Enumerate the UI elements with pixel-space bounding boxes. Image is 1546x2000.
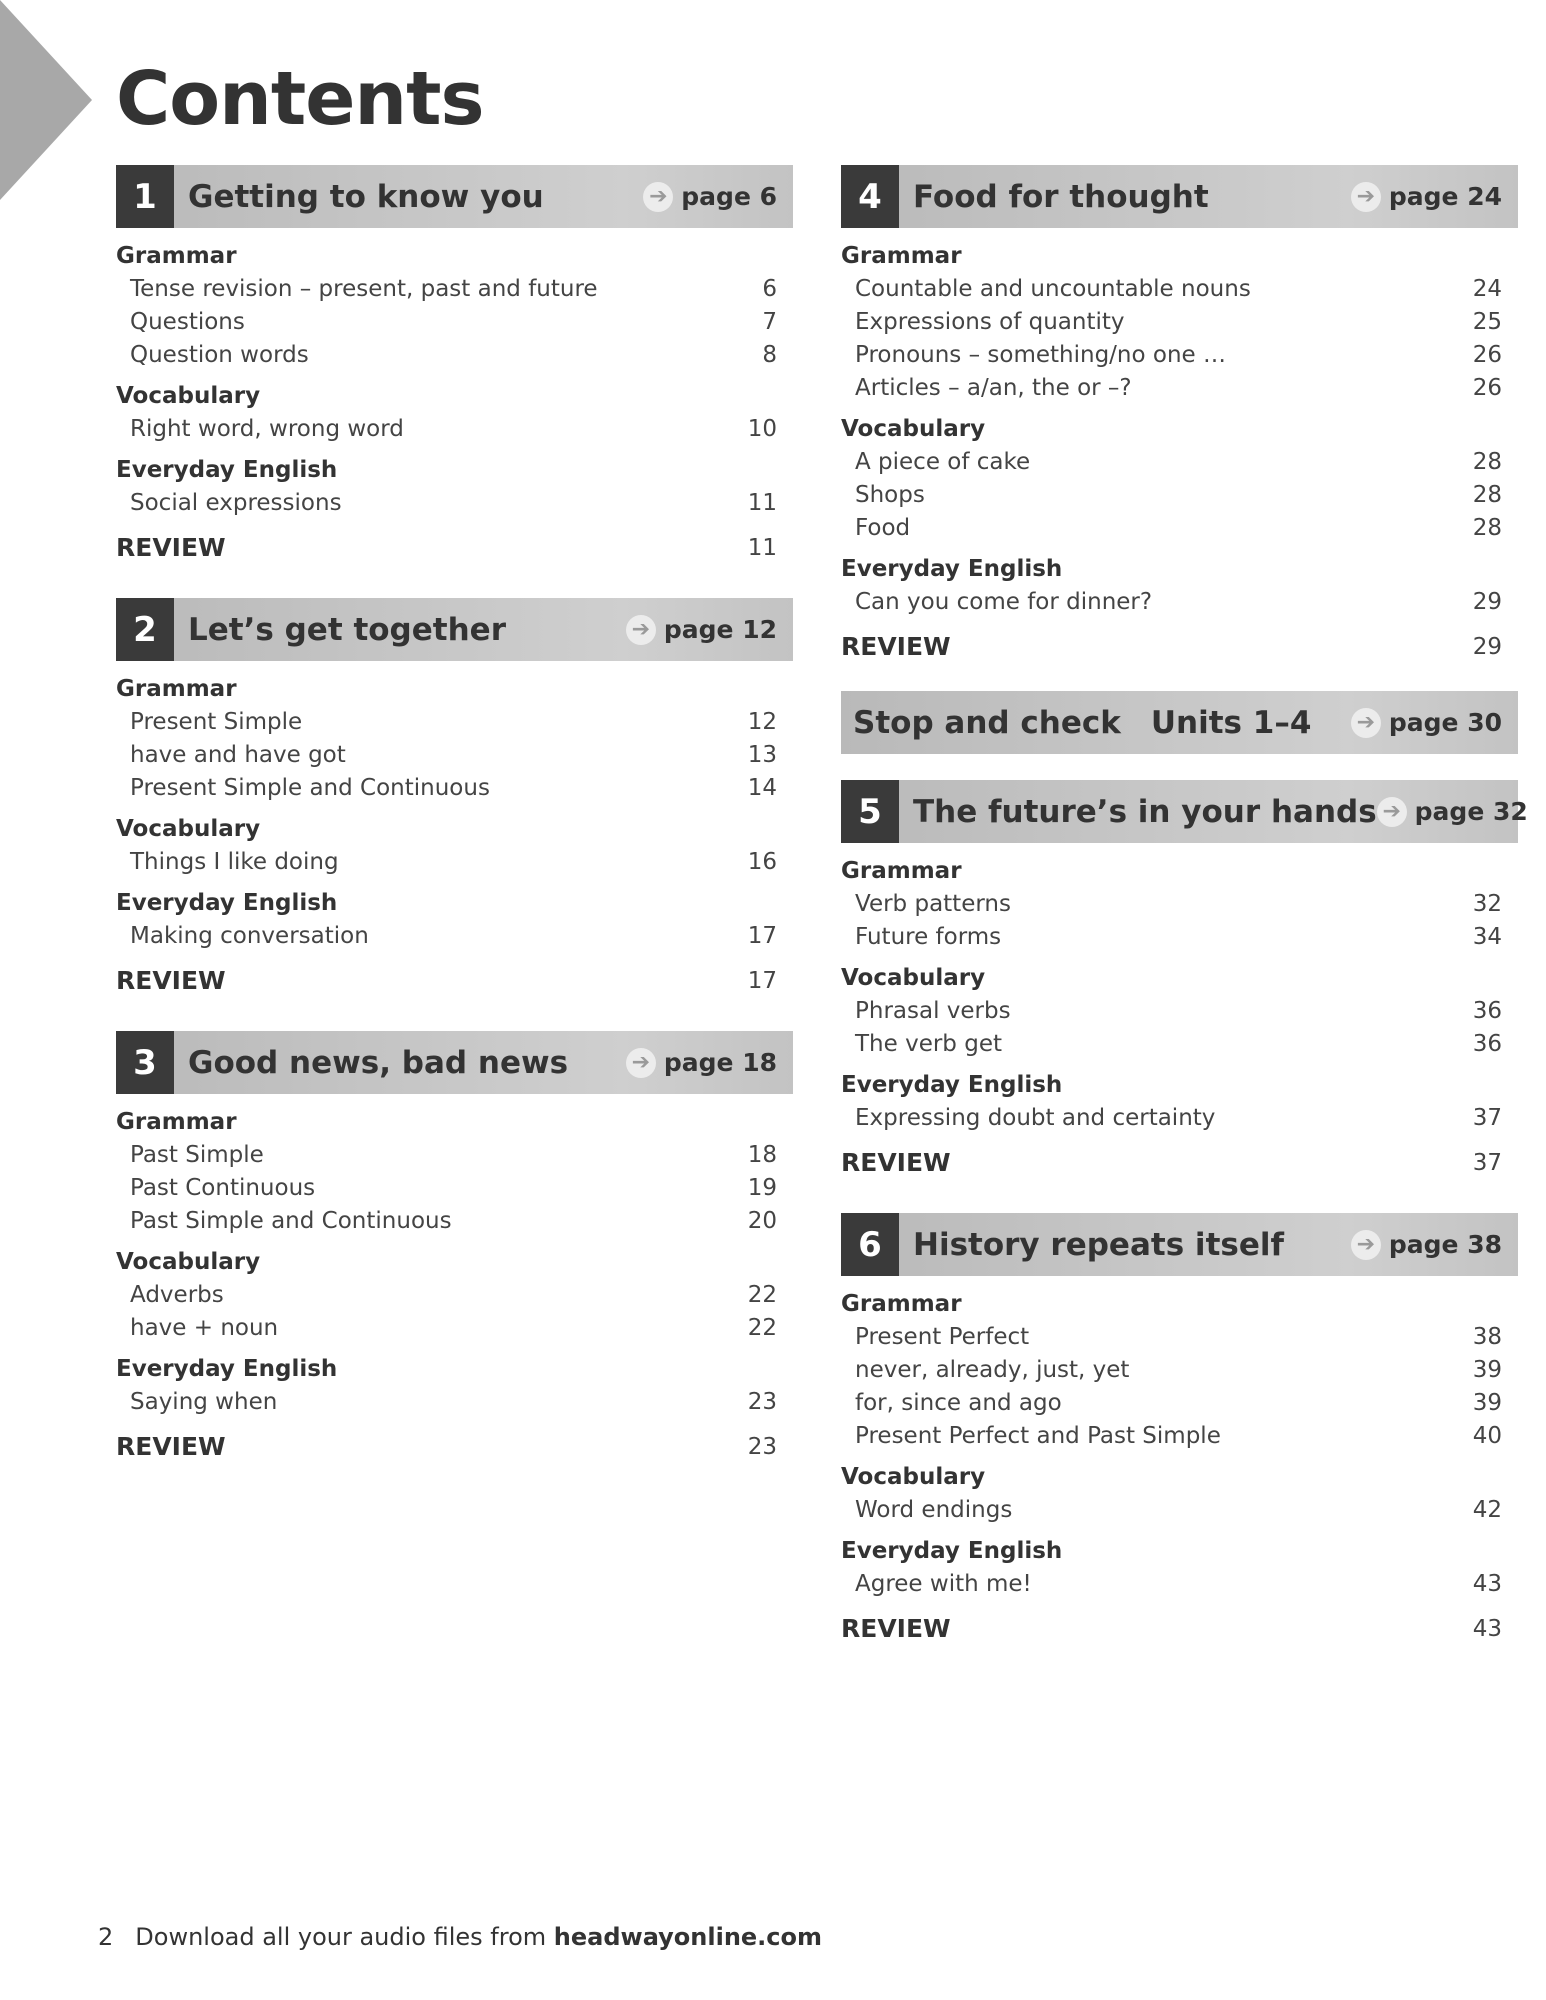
unit-2 <box>116 598 793 1001</box>
entry-page-number: 24 <box>1472 276 1502 302</box>
entry-page-number: 10 <box>747 416 777 442</box>
contents-entry[interactable] <box>841 479 1518 512</box>
section-everyday-english <box>116 454 793 520</box>
contents-entry[interactable] <box>116 1139 793 1172</box>
entry-title: Things I like doing <box>130 849 339 875</box>
corner-arrow-decoration <box>0 0 92 200</box>
review-page-number: 17 <box>747 968 777 994</box>
section-heading: Vocabulary <box>116 1249 261 1275</box>
contents-entry[interactable] <box>841 306 1518 339</box>
review-label: REVIEW <box>841 1148 951 1177</box>
section-heading: Vocabulary <box>116 383 261 409</box>
contents-entry[interactable] <box>116 413 793 446</box>
review-entry[interactable] <box>841 1609 1518 1649</box>
entry-title: Phrasal verbs <box>855 998 1011 1024</box>
entry-page-number: 12 <box>747 709 777 735</box>
unit-page-link[interactable] <box>626 1048 777 1078</box>
entry-page-number: 19 <box>747 1175 777 1201</box>
arrow-right-icon: ➔ <box>626 1048 656 1078</box>
section-vocabulary <box>116 1246 793 1345</box>
unit-title: Getting to know you <box>188 178 544 215</box>
contents-entry[interactable] <box>841 1102 1518 1135</box>
entry-title: Verb patterns <box>855 891 1011 917</box>
page-title: Contents <box>116 56 484 142</box>
entry-title: Food <box>855 515 911 541</box>
entry-page-number: 36 <box>1472 998 1502 1024</box>
entry-page-number: 26 <box>1472 375 1502 401</box>
contents-entry[interactable] <box>116 339 793 372</box>
entry-title: Past Simple and Continuous <box>130 1208 452 1234</box>
unit-body <box>116 661 793 1001</box>
contents-entry[interactable] <box>116 920 793 953</box>
unit-4 <box>841 165 1518 667</box>
stop-and-check[interactable] <box>841 691 1518 754</box>
entry-page-number: 38 <box>1472 1324 1502 1350</box>
unit-title: The future’s in your hands <box>913 793 1377 830</box>
section-heading: Grammar <box>116 243 237 269</box>
entry-page-number: 22 <box>747 1315 777 1341</box>
footer <box>98 1923 822 1951</box>
entry-title: Present Perfect and Past Simple <box>855 1423 1221 1449</box>
unit-page-link[interactable] <box>1351 182 1502 212</box>
footer-download-text: Download all your audio files from <box>135 1923 547 1951</box>
unit-page-link[interactable] <box>643 182 777 212</box>
unit-6-banner[interactable] <box>841 1213 1518 1276</box>
entry-title: have + noun <box>130 1315 279 1341</box>
entry-page-number: 26 <box>1472 342 1502 368</box>
footer-site-link[interactable]: headwayonline.com <box>553 1923 823 1951</box>
entry-title: Social expressions <box>130 490 342 516</box>
review-entry[interactable] <box>841 1143 1518 1183</box>
contents-entry[interactable] <box>841 586 1518 619</box>
entry-page-number: 32 <box>1472 891 1502 917</box>
unit-5-banner[interactable] <box>841 780 1528 843</box>
entry-title: Past Continuous <box>130 1175 316 1201</box>
review-label: REVIEW <box>116 1432 226 1461</box>
entry-title: Saying when <box>130 1389 278 1415</box>
section-everyday-english <box>116 1353 793 1419</box>
section-heading: Everyday English <box>841 556 1063 582</box>
review-page-number: 11 <box>747 535 777 561</box>
section-heading: Everyday English <box>116 890 338 916</box>
section-grammar <box>841 855 1518 954</box>
unit-page-ref: page 24 <box>1388 182 1502 211</box>
entry-title: Right word, wrong word <box>130 416 404 442</box>
contents-entry[interactable] <box>841 339 1518 372</box>
entry-title: Articles – a/an, the or –? <box>855 375 1132 401</box>
unit-number: 5 <box>841 780 899 843</box>
entry-page-number: 7 <box>762 309 777 335</box>
review-entry[interactable] <box>116 528 793 568</box>
contents-entry[interactable] <box>116 273 793 306</box>
arrow-right-icon: ➔ <box>643 182 673 212</box>
entry-page-number: 20 <box>747 1208 777 1234</box>
section-heading: Vocabulary <box>841 965 986 991</box>
entry-page-number: 13 <box>747 742 777 768</box>
contents-column-right <box>841 165 1528 1679</box>
contents-entry[interactable] <box>841 1387 1518 1420</box>
contents-entry[interactable] <box>841 1494 1518 1527</box>
entry-page-number: 6 <box>762 276 777 302</box>
contents-entry[interactable] <box>841 1354 1518 1387</box>
entry-title: Can you come for dinner? <box>855 589 1153 615</box>
entry-page-number: 16 <box>747 849 777 875</box>
review-page-number: 29 <box>1472 634 1502 660</box>
contents-entry[interactable] <box>116 846 793 879</box>
unit-number: 1 <box>116 165 174 228</box>
entry-title: Pronouns – something/no one … <box>855 342 1226 368</box>
unit-body <box>841 1276 1518 1649</box>
stop-and-check-title <box>853 705 1351 741</box>
contents-entry[interactable] <box>116 1172 793 1205</box>
entry-title: Shops <box>855 482 925 508</box>
entry-title: for, since and ago <box>855 1390 1062 1416</box>
arrow-right-icon: ➔ <box>1377 797 1407 827</box>
review-label: REVIEW <box>841 632 951 661</box>
section-vocabulary <box>116 813 793 879</box>
section-grammar <box>841 1288 1518 1453</box>
unit-body <box>116 228 793 568</box>
entry-page-number: 28 <box>1472 482 1502 508</box>
stop-and-check-label: Stop and check <box>853 704 1121 741</box>
review-label: REVIEW <box>841 1614 951 1643</box>
contents-entry[interactable] <box>116 1205 793 1238</box>
entry-page-number: 42 <box>1472 1497 1502 1523</box>
contents-entry[interactable] <box>841 273 1518 306</box>
unit-number: 3 <box>116 1031 174 1094</box>
entry-title: Present Simple and Continuous <box>130 775 490 801</box>
contents-entry[interactable] <box>116 739 793 772</box>
contents-entry[interactable] <box>116 1386 793 1419</box>
section-heading: Grammar <box>116 1109 237 1135</box>
section-heading: Grammar <box>841 243 962 269</box>
unit-4-banner[interactable] <box>841 165 1518 228</box>
unit-page-ref: page 38 <box>1388 1230 1502 1259</box>
arrow-right-icon: ➔ <box>626 615 656 645</box>
entry-title: A piece of cake <box>855 449 1031 475</box>
unit-body <box>841 843 1518 1183</box>
section-heading: Grammar <box>841 858 962 884</box>
entry-title: Adverbs <box>130 1282 224 1308</box>
contents-entry[interactable] <box>841 921 1518 954</box>
section-vocabulary <box>116 380 793 446</box>
entry-title: Countable and uncountable nouns <box>855 276 1251 302</box>
entry-title: Present Perfect <box>855 1324 1030 1350</box>
section-heading: Grammar <box>116 676 237 702</box>
stop-and-check-banner[interactable] <box>841 691 1518 754</box>
unit-page-ref: page 6 <box>681 182 777 211</box>
contents-entry[interactable] <box>841 995 1518 1028</box>
unit-number: 4 <box>841 165 899 228</box>
unit-title: Let’s get together <box>188 611 506 648</box>
entry-page-number: 40 <box>1472 1423 1502 1449</box>
unit-page-ref: page 18 <box>663 1048 777 1077</box>
unit-number: 2 <box>116 598 174 661</box>
section-grammar <box>116 1106 793 1238</box>
unit-body <box>116 1094 793 1467</box>
section-heading: Everyday English <box>841 1538 1063 1564</box>
unit-number: 6 <box>841 1213 899 1276</box>
stop-and-check-page: page 30 <box>1388 708 1502 737</box>
entry-title: never, already, just, yet <box>855 1357 1130 1383</box>
review-entry[interactable] <box>116 1427 793 1467</box>
unit-3-banner[interactable] <box>116 1031 793 1094</box>
review-label: REVIEW <box>116 533 226 562</box>
section-heading: Everyday English <box>841 1072 1063 1098</box>
entry-page-number: 28 <box>1472 449 1502 475</box>
entry-page-number: 34 <box>1472 924 1502 950</box>
unit-title: History repeats itself <box>913 1226 1284 1263</box>
unit-1 <box>116 165 793 568</box>
entry-title: Future forms <box>855 924 1002 950</box>
unit-body <box>841 228 1518 667</box>
section-vocabulary <box>841 1461 1518 1527</box>
review-page-number: 37 <box>1472 1150 1502 1176</box>
contents-entry[interactable] <box>116 1312 793 1345</box>
entry-title: Making conversation <box>130 923 369 949</box>
contents-entry[interactable] <box>841 446 1518 479</box>
unit-page-link[interactable] <box>1377 797 1528 827</box>
entry-page-number: 11 <box>747 490 777 516</box>
unit-3 <box>116 1031 793 1467</box>
entry-page-number: 36 <box>1472 1031 1502 1057</box>
section-grammar <box>841 240 1518 405</box>
contents-entry[interactable] <box>841 512 1518 545</box>
review-label: REVIEW <box>116 966 226 995</box>
section-vocabulary <box>841 413 1518 545</box>
entry-page-number: 43 <box>1472 1571 1502 1597</box>
entry-title: Word endings <box>855 1497 1013 1523</box>
section-heading: Vocabulary <box>841 416 986 442</box>
unit-page-ref: page 32 <box>1414 797 1528 826</box>
entry-page-number: 23 <box>747 1389 777 1415</box>
section-everyday-english <box>841 1069 1518 1135</box>
section-heading: Grammar <box>841 1291 962 1317</box>
unit-page-link[interactable] <box>1351 1230 1502 1260</box>
section-heading: Everyday English <box>116 1356 338 1382</box>
contents-entry[interactable] <box>841 1568 1518 1601</box>
entry-page-number: 25 <box>1472 309 1502 335</box>
unit-5 <box>841 780 1528 1183</box>
section-everyday-english <box>116 887 793 953</box>
section-everyday-english <box>841 553 1518 619</box>
entry-page-number: 14 <box>747 775 777 801</box>
entry-title: Past Simple <box>130 1142 264 1168</box>
unit-title: Good news, bad news <box>188 1044 569 1081</box>
entry-page-number: 39 <box>1472 1357 1502 1383</box>
section-heading: Everyday English <box>116 457 338 483</box>
contents-entry[interactable] <box>841 1321 1518 1354</box>
contents-entry[interactable] <box>841 888 1518 921</box>
unit-1-banner[interactable] <box>116 165 793 228</box>
section-vocabulary <box>841 962 1518 1061</box>
contents-entry[interactable] <box>116 772 793 805</box>
entry-page-number: 29 <box>1472 589 1502 615</box>
contents-entry[interactable] <box>841 372 1518 405</box>
entry-page-number: 8 <box>762 342 777 368</box>
entry-page-number: 28 <box>1472 515 1502 541</box>
entry-title: Questions <box>130 309 245 335</box>
section-grammar <box>116 240 793 372</box>
arrow-right-icon: ➔ <box>1351 182 1381 212</box>
unit-page-ref: page 12 <box>663 615 777 644</box>
section-heading: Vocabulary <box>116 816 261 842</box>
stop-and-check-units: Units 1–4 <box>1150 704 1312 741</box>
unit-page-link[interactable] <box>626 615 777 645</box>
entry-page-number: 18 <box>747 1142 777 1168</box>
unit-2-banner[interactable] <box>116 598 793 661</box>
contents-column-left <box>116 165 793 1497</box>
entry-title: have and have got <box>130 742 346 768</box>
entry-title: Present Simple <box>130 709 303 735</box>
contents-entry[interactable] <box>116 306 793 339</box>
review-page-number: 43 <box>1472 1616 1502 1642</box>
contents-entry[interactable] <box>116 487 793 520</box>
section-grammar <box>116 673 793 805</box>
unit-title: Food for thought <box>913 178 1209 215</box>
entry-title: Expressing doubt and certainty <box>855 1105 1216 1131</box>
arrow-right-icon: ➔ <box>1351 708 1381 738</box>
stop-and-check-page-link[interactable] <box>1351 708 1502 738</box>
section-everyday-english <box>841 1535 1518 1601</box>
entry-title: Tense revision – present, past and future <box>130 276 598 302</box>
review-page-number: 23 <box>747 1434 777 1460</box>
contents-entry[interactable] <box>841 1028 1518 1061</box>
entry-page-number: 39 <box>1472 1390 1502 1416</box>
unit-6 <box>841 1213 1518 1649</box>
arrow-right-icon: ➔ <box>1351 1230 1381 1260</box>
contents-entry[interactable] <box>841 1420 1518 1453</box>
entry-page-number: 22 <box>747 1282 777 1308</box>
entry-title: Question words <box>130 342 309 368</box>
entry-page-number: 37 <box>1472 1105 1502 1131</box>
entry-title: Expressions of quantity <box>855 309 1125 335</box>
entry-title: Agree with me! <box>855 1571 1032 1597</box>
contents-entry[interactable] <box>116 706 793 739</box>
contents-entry[interactable] <box>116 1279 793 1312</box>
footer-page-number: 2 <box>98 1923 114 1951</box>
entry-title: The verb get <box>855 1031 1002 1057</box>
review-entry[interactable] <box>841 627 1518 667</box>
entry-page-number: 17 <box>747 923 777 949</box>
footer-text <box>135 1923 822 1951</box>
review-entry[interactable] <box>116 961 793 1001</box>
section-heading: Vocabulary <box>841 1464 986 1490</box>
